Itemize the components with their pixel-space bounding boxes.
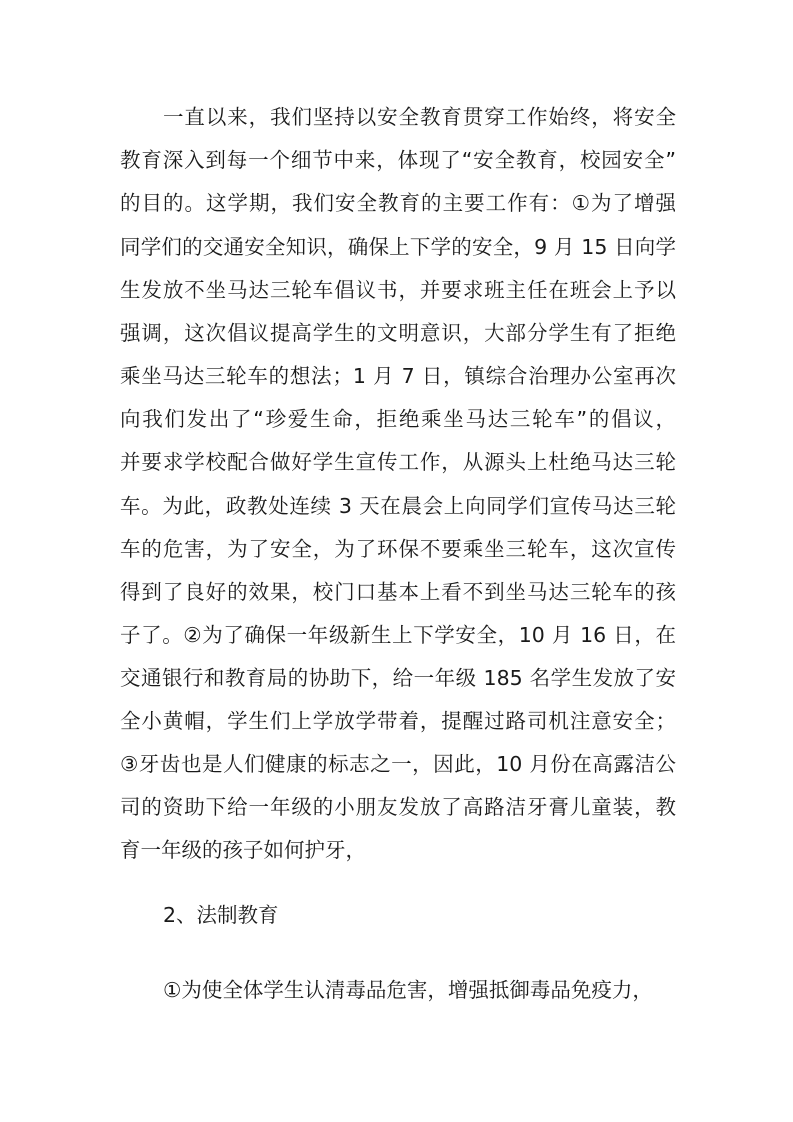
paragraph-line: 教育深入到每一个细节中来，体现了“安全教育，校园安全” [120, 148, 676, 172]
paragraph-line: 并要求学校配合做好学生宣传工作，从源头上杜绝马达三轮 [120, 450, 676, 474]
paragraph-line: 一直以来，我们坚持以安全教育贯穿工作始终，将安全 [163, 105, 676, 129]
paragraph-line: 交通银行和教育局的协助下，给一年级 185 名学生发放了安 [120, 666, 676, 690]
paragraph-line: 育一年级的孩子如何护牙， [120, 838, 366, 862]
paragraph-line: 乘坐马达三轮车的想法；1 月 7 日，镇综合治理办公室再次 [120, 364, 676, 388]
paragraph-line: 得到了良好的效果，校门口基本上看不到坐马达三轮车的孩 [120, 580, 676, 604]
paragraph-line: 同学们的交通安全知识，确保上下学的安全，9 月 15 日向学 [120, 235, 676, 259]
paragraph-line: 生发放不坐马达三轮车倡议书，并要求班主任在班会上予以 [120, 278, 676, 302]
paragraph-line: 司的资助下给一年级的小朋友发放了高路洁牙膏儿童装，教 [120, 795, 676, 819]
paragraph-line: 车的危害，为了安全，为了环保不要乘坐三轮车，这次宣传 [120, 537, 676, 561]
section-heading: 2、法制教育 [163, 903, 279, 927]
paragraph-line: ①为使全体学生认清毒品危害，增强抵御毒品免疫力， [163, 978, 653, 1002]
paragraph-line: ③牙齿也是人们健康的标志之一，因此，10 月份在高露洁公 [120, 752, 676, 776]
paragraph-line: 全小黄帽，学生们上学放学带着，提醒过路司机注意安全； [120, 709, 676, 733]
paragraph-line: 强调，这次倡议提高学生的文明意识，大部分学生有了拒绝 [120, 321, 676, 345]
paragraph-line: 向我们发出了“珍爱生命，拒绝乘坐马达三轮车”的倡议， [120, 407, 676, 431]
paragraph-line: 的目的。这学期，我们安全教育的主要工作有：①为了增强 [120, 191, 676, 215]
paragraph-line: 子了。②为了确保一年级新生上下学安全，10 月 16 日，在 [120, 623, 676, 647]
paragraph-line: 车。为此，政教处连续 3 天在晨会上向同学们宣传马达三轮 [120, 494, 676, 518]
